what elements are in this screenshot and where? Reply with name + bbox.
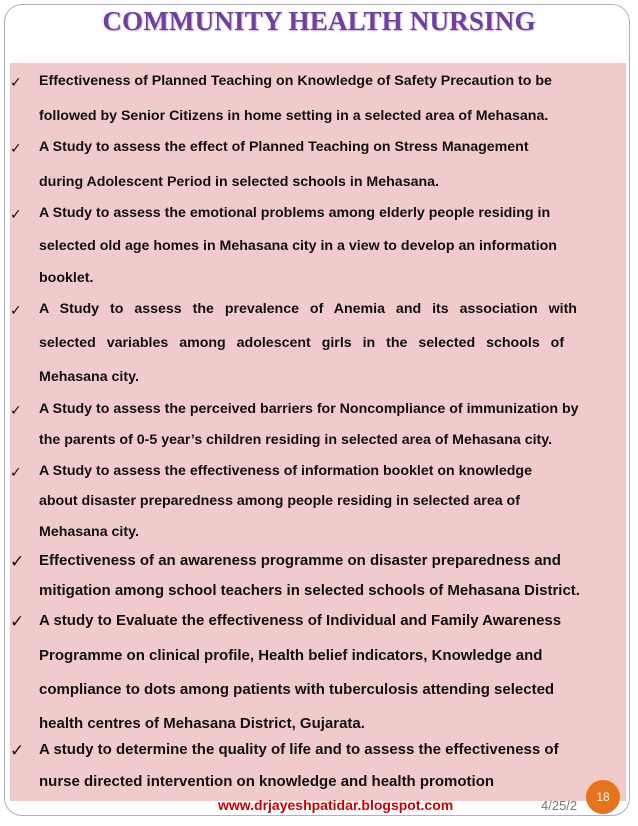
list-item-line: A study to determine the quality of life and to assess the effectiveness of — [39, 741, 559, 758]
checkmark-icon: ✓ — [10, 207, 22, 223]
list-item-line: selected variables among adolescent girls in the selected schools of — [39, 335, 565, 351]
slide-title: COMMUNITY HEALTH NURSING — [102, 6, 536, 36]
checkmark-icon: ✓ — [10, 303, 22, 319]
footer-date: 4/25/2 — [541, 798, 578, 813]
list-item-line: Effectiveness of an awareness programme on disaster preparedness and — [39, 552, 561, 569]
list-item-line: followed by Senior Citizens in home setting in a selected area of Mehasana. — [39, 108, 549, 124]
list-item-line: compliance to dots among patients with tuberculosis attending selected — [39, 681, 555, 698]
checkmark-icon: ✓ — [10, 141, 22, 157]
list-item-line: Mehasana city. — [39, 524, 139, 540]
list-item-line: Mehasana city. — [39, 369, 139, 385]
checkmark-icon: ✓ — [10, 403, 22, 419]
list-item-line: Programme on clinical profile, Health belief indicators, Knowledge and — [39, 647, 543, 664]
checkmark-icon: ✓ — [10, 75, 22, 91]
list-item-line: booklet. — [39, 270, 94, 286]
list-item-line: A Study to assess the emotional problems among elderly people residing in — [39, 205, 551, 221]
list-item-line: A study to Evaluate the effectiveness of Individual and Family Awareness — [39, 612, 562, 629]
footer-url-link[interactable]: www.drjayeshpatidar.blogspot.com — [218, 797, 454, 813]
list-item-line: about disaster preparedness among people residing in selected area of — [39, 493, 520, 509]
checkmark-icon: ✓ — [10, 552, 25, 572]
list-item-line: Effectiveness of Planned Teaching on Knowledge of Safety Precaution to be — [39, 73, 552, 89]
list-item-line: A Study to assess the perceived barriers for Noncompliance of immunization by — [39, 401, 579, 417]
list-item-line: mitigation among school teachers in selected schools of Mehasana District. — [39, 582, 580, 599]
list-item-line: the parents of 0-5 year’s children residing in selected area of Mehasana city. — [39, 432, 553, 448]
checkmark-icon: ✓ — [10, 741, 25, 761]
list-item-line: nurse directed intervention on knowledge and health promotion — [39, 773, 495, 790]
checkmark-icon: ✓ — [10, 465, 22, 481]
page-number-badge: 18 — [586, 780, 620, 814]
list-item-line: A Study to assess the prevalence of Anemia and its association with — [39, 301, 577, 317]
list-item-line: during Adolescent Period in selected schools in Mehasana. — [39, 174, 439, 190]
list-item-line: A Study to assess the effectiveness of information booklet on knowledge — [39, 463, 532, 479]
checkmark-icon: ✓ — [10, 612, 25, 632]
list-item-line: selected old age homes in Mehasana city in a view to develop an information — [39, 238, 557, 254]
list-item-line: A Study to assess the effect of Planned Teaching on Stress Management — [39, 139, 529, 155]
list-item-line: health centres of Mehasana District, Gujarata. — [39, 715, 365, 732]
